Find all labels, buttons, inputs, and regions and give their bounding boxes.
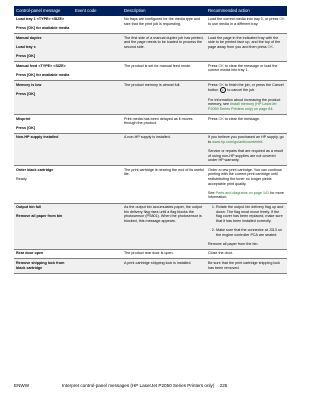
message-cell	[14, 249, 73, 259]
text-run: to cancel the job.	[226, 88, 256, 93]
action-paragraph	[208, 135, 285, 144]
message-table-container	[14, 6, 287, 274]
event-code-cell	[73, 133, 122, 166]
link[interactable]: OK	[218, 116, 224, 121]
action-paragraph	[208, 98, 285, 112]
description-cell: As the output bin accumulates paper, the output bin delivery flag rises until a flag blocks the photosensor (PS801). When the photosensor is blocked, this message appears.	[122, 203, 206, 249]
event-code-cell	[73, 62, 122, 81]
text-run: to finish the job, or press the Cancel button	[208, 82, 284, 93]
action-steps	[208, 205, 285, 237]
text-run: to use media in a different tray.	[208, 21, 259, 26]
text-run: For information about increasing the product memory, see	[208, 97, 281, 107]
message-text: Manual feed <TYPE> <SIZE>	[16, 63, 66, 68]
action-paragraph	[208, 64, 285, 73]
action-step: 2. Make sure that the connector at J313 on the engine controller PCA are seated.	[216, 228, 285, 237]
message-text: Load tray x	[16, 44, 36, 49]
action-cell	[206, 259, 287, 273]
description-cell: The product is set for manual feed mode.	[122, 62, 206, 81]
message-text: Remove all paper from bin	[16, 214, 63, 219]
action-cell	[206, 115, 287, 134]
description-cell: Print media has been delayed as it moves through the product.	[122, 115, 206, 134]
event-code-cell	[73, 34, 122, 62]
message-text: Load tray 1 <TYPE> <SIZE>	[16, 17, 65, 21]
page-footer	[14, 383, 287, 388]
link[interactable]: OK	[218, 82, 224, 87]
message-text: Press [OK]	[16, 91, 36, 96]
table-row	[14, 81, 287, 115]
description-cell: The product memory is almost full.	[122, 81, 206, 115]
action-paragraph	[208, 149, 285, 163]
header-control-panel-message: Control-panel message	[14, 6, 73, 16]
link[interactable]: OK	[279, 17, 285, 21]
action-cell	[206, 34, 287, 62]
action-paragraph	[208, 168, 285, 186]
message-text: Memory is low	[16, 82, 42, 87]
link[interactable]: OK	[218, 63, 224, 68]
event-code-cell	[73, 259, 122, 273]
link[interactable]: Parts and diagrams on page 141	[215, 190, 270, 195]
action-paragraph	[208, 17, 285, 26]
text-run: See	[208, 190, 216, 195]
message-text: Press [OK]	[16, 54, 36, 59]
message-text: Press [OK] for available media	[16, 72, 70, 77]
event-code-cell	[73, 16, 122, 34]
text-run: Load the correct media into tray 1, or press	[208, 17, 280, 21]
text-run: .	[272, 44, 275, 49]
action-cell	[206, 166, 287, 203]
message-text: Order black cartridge	[16, 167, 54, 172]
message-text: Press [OK]	[16, 125, 36, 130]
action-cell	[206, 81, 287, 115]
action-cell	[206, 16, 287, 34]
footer-page-number: 225	[219, 383, 228, 388]
text-run: Load the page in the indicated tray with the side to be printed face up, and the top of the page away from you and then press	[208, 35, 281, 49]
text-run: Close the door.	[208, 251, 233, 256]
table-row	[14, 62, 287, 81]
action-cell	[206, 62, 287, 81]
description-cell: A print cartridge shipping lock is installed.	[122, 259, 206, 273]
header-event-code: Event code	[73, 6, 122, 16]
link[interactable]: www.hp.com/go/anticounterfeit	[212, 139, 263, 144]
action-paragraph	[208, 251, 285, 256]
action-paragraph	[208, 117, 285, 122]
message-text: Remove shipping lock from black cartridge	[16, 260, 65, 270]
description-cell: The print cartridge is nearing the end of its useful life.	[122, 166, 206, 203]
message-cell	[14, 62, 73, 81]
message-cell	[14, 203, 73, 249]
text-run: to clear the message.	[223, 116, 261, 121]
event-code-cell	[73, 115, 122, 134]
message-text: Misprint	[16, 116, 31, 121]
header-description: Description	[122, 6, 206, 16]
description-cell: The product rear door is open.	[122, 249, 206, 259]
action-paragraph	[208, 261, 285, 270]
text-run: .	[262, 139, 264, 144]
table-row	[14, 259, 287, 273]
action-paragraph: Remove all paper from the bin.	[208, 241, 259, 246]
text-run: Press	[208, 116, 219, 121]
link[interactable]: OK	[267, 44, 273, 49]
action-cell	[206, 249, 287, 259]
table-row	[14, 203, 287, 249]
text-run: .	[272, 106, 274, 111]
text-run: to clear the message or load the correct media into tray 1.	[208, 63, 278, 73]
link[interactable]: Install memory (HP LaserJet P2050 Series Printers only) on page 84	[208, 102, 277, 111]
message-cell	[14, 166, 73, 203]
action-step: 1. Rotate the output bin delivery flag up and down. The flag must move freely. If the flag cover has been replaced, make sure that it has been installed correctly.	[216, 205, 285, 223]
action-paragraph	[208, 191, 285, 200]
event-code-cell	[73, 81, 122, 115]
description-cell: The first side of a manual duplex job has printed, and the page needs to be loaded to process the second side.	[122, 34, 206, 62]
text-run: If you believe you purchased an HP supply, go to	[208, 135, 284, 144]
footer-title: Interpret control-panel messages (HP LaserJet P2050 Series Printers only)	[62, 383, 215, 388]
table-header-row	[14, 6, 287, 16]
action-paragraph	[208, 36, 285, 50]
text-run: Press	[208, 82, 219, 87]
message-text: Output bin full	[16, 205, 42, 209]
message-cell	[14, 34, 73, 62]
message-cell	[14, 259, 73, 273]
event-code-cell	[73, 203, 122, 249]
message-text: Non-HP supply installed	[16, 135, 59, 140]
message-text: Rear door open	[16, 251, 44, 256]
event-code-cell	[73, 166, 122, 203]
action-cell	[206, 203, 287, 249]
action-cell	[206, 133, 287, 166]
table-row	[14, 166, 287, 203]
description-cell: A non-HP supply is installed.	[122, 133, 206, 166]
text-run: Be sure that the print cartridge shipping lock has been removed.	[208, 260, 280, 270]
text-run: Press	[208, 63, 219, 68]
header-recommended-action: Recommended action	[206, 6, 287, 16]
message-text: Ready	[16, 177, 27, 182]
message-cell	[14, 133, 73, 166]
message-cell	[14, 16, 73, 34]
table-row	[14, 249, 287, 259]
message-text: Manual duplex	[16, 35, 42, 40]
text-run: for more information.	[208, 190, 284, 200]
event-code-cell	[73, 249, 122, 259]
message-text: Press [OK] for available media	[16, 26, 70, 31]
text-run: Order a new print cartridge. You can continue printing with the current print cartridge until redistributing the toner no longer yields acceptable print quality.	[208, 167, 282, 186]
table-row	[14, 34, 287, 62]
table-row	[14, 16, 287, 34]
control-panel-messages-table	[14, 6, 287, 274]
footer-brand: ENWW	[14, 383, 30, 388]
message-cell	[14, 81, 73, 115]
table-row	[14, 133, 287, 166]
table-row	[14, 115, 287, 134]
action-paragraph	[208, 83, 285, 94]
message-cell	[14, 115, 73, 134]
description-cell: No trays are configured for the media type and size that the print job is requesting.	[122, 16, 206, 34]
text-run: Service or repairs that are required as a result of using non-HP supplies are not covered under HP warranty.	[208, 149, 284, 163]
cancel-icon: ×	[220, 87, 226, 93]
